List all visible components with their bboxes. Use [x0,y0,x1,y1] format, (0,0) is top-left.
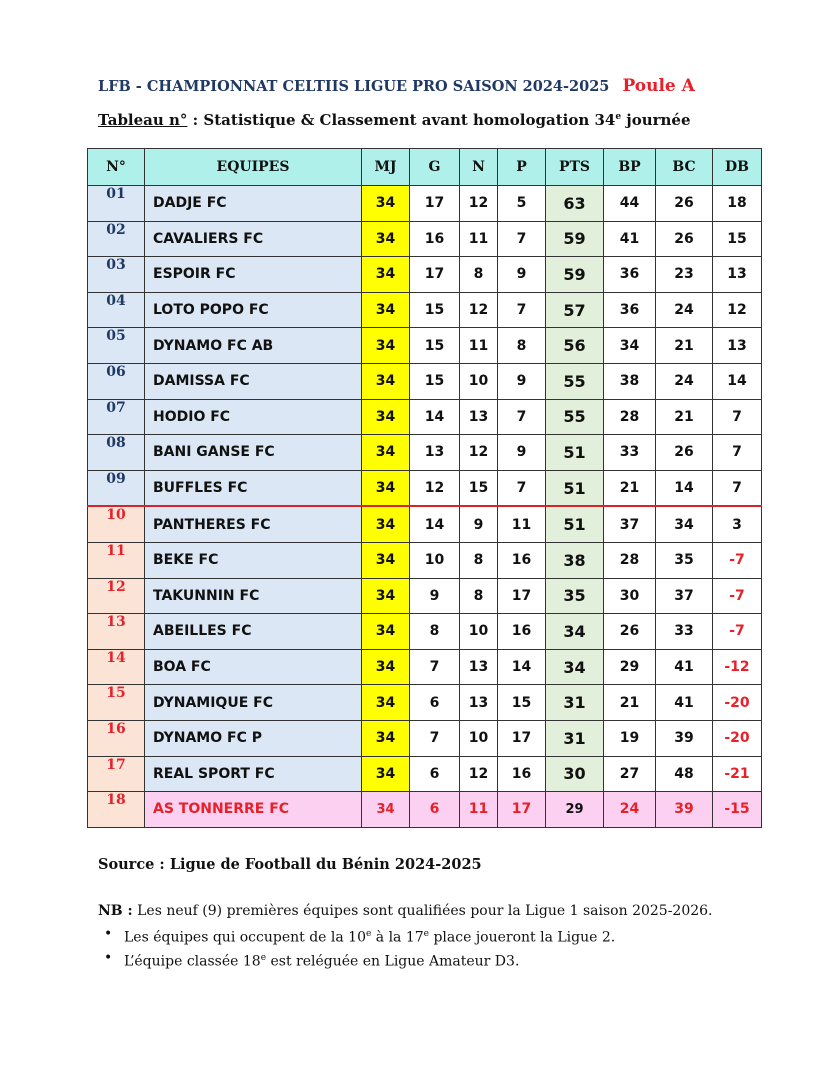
cell-g: 17 [410,257,460,293]
cell-n: 12 [460,756,498,792]
cell-bc: 26 [656,186,713,222]
cell-pts: 51 [546,506,604,542]
cell-p: 7 [498,470,546,506]
tableau-label: Tableau n° [98,111,188,129]
cell-rank: 16 [88,720,145,756]
cell-team: LOTO POPO FC [145,292,362,328]
table-subtitle [98,111,691,129]
cell-g: 6 [410,756,460,792]
cell-p: 5 [498,186,546,222]
subtitle-sup: e [615,112,622,122]
cell-mj: 34 [362,292,410,328]
cell-bc: 24 [656,292,713,328]
cell-bp: 38 [604,363,656,399]
cell-bp: 26 [604,614,656,650]
cell-g: 9 [410,578,460,614]
nb-bullet-2 [124,948,723,972]
nb-bullet-2-b: est reléguée en Ligue Amateur D3. [266,953,520,970]
cell-rank: 18 [88,792,145,828]
cell-db: 3 [713,506,762,542]
cell-pts: 63 [546,186,604,222]
cell-p: 7 [498,399,546,435]
cell-team: BOA FC [145,649,362,685]
cell-g: 10 [410,542,460,578]
header-team: EQUIPES [145,149,362,186]
cell-team: DAMISSA FC [145,363,362,399]
header-n: N [460,149,498,186]
cell-pts: 59 [546,257,604,293]
cell-rank: 15 [88,685,145,721]
nb-bullet-2-sup1: e [260,952,267,963]
cell-db: -21 [713,756,762,792]
table-row [88,470,762,506]
cell-db: 15 [713,221,762,257]
header-bp: BP [604,149,656,186]
cell-n: 8 [460,542,498,578]
cell-pts: 51 [546,435,604,471]
cell-p: 9 [498,435,546,471]
table-row [88,399,762,435]
cell-bp: 19 [604,720,656,756]
cell-p: 7 [498,221,546,257]
cell-db: 13 [713,328,762,364]
cell-rank: 11 [88,542,145,578]
cell-rank: 01 [88,186,145,222]
nb-bullet-1-sup1: e [366,929,372,939]
cell-mj: 34 [362,435,410,471]
cell-bp: 21 [604,685,656,721]
header-mj: MJ [362,149,410,186]
cell-team: DYNAMO FC AB [145,328,362,364]
cell-mj: 34 [362,578,410,614]
cell-pts: 55 [546,399,604,435]
table-row [88,186,762,222]
table-row [88,578,762,614]
cell-bp: 21 [604,470,656,506]
table-body [88,186,762,828]
cell-mj: 34 [362,720,410,756]
table-row [88,649,762,685]
subtitle-text: : Statistique & Classement avant homologation 34 [187,111,616,129]
cell-p: 9 [498,257,546,293]
cell-bc: 26 [656,221,713,257]
cell-bc: 39 [656,720,713,756]
cell-rank: 05 [88,328,145,364]
cell-mj: 34 [362,685,410,721]
table-row [88,614,762,650]
cell-n: 12 [460,435,498,471]
cell-mj: 34 [362,399,410,435]
header-g: G [410,149,460,186]
cell-bc: 48 [656,756,713,792]
source-note: Source : Ligue de Football du Bénin 2024-2025 [98,856,482,873]
cell-pts: 29 [546,792,604,828]
nb-text: Les neuf (9) premières équipes sont qualifiées pour la Ligue 1 saison 2025-2026. [132,903,713,919]
cell-p: 15 [498,685,546,721]
poule-label: Poule A [622,76,695,96]
cell-team: BUFFLES FC [145,470,362,506]
cell-g: 14 [410,506,460,542]
table-row [88,542,762,578]
nb-bullet-1 [124,924,723,948]
cell-mj: 34 [362,363,410,399]
cell-bc: 24 [656,363,713,399]
cell-pts: 56 [546,328,604,364]
cell-bp: 24 [604,792,656,828]
cell-bp: 27 [604,756,656,792]
cell-rank: 14 [88,649,145,685]
cell-mj: 34 [362,328,410,364]
cell-team: AS TONNERRE FC [145,792,362,828]
cell-bp: 28 [604,399,656,435]
cell-pts: 31 [546,685,604,721]
cell-mj: 34 [362,186,410,222]
cell-pts: 59 [546,221,604,257]
nb-bullet-1-b: à la 17 [371,929,424,946]
cell-mj: 34 [362,614,410,650]
cell-g: 7 [410,720,460,756]
standings-table [87,148,762,828]
header-rank: N° [88,149,145,186]
cell-bc: 41 [656,649,713,685]
cell-bc: 35 [656,542,713,578]
cell-db: -15 [713,792,762,828]
cell-mj: 34 [362,792,410,828]
cell-p: 16 [498,614,546,650]
cell-g: 14 [410,399,460,435]
cell-g: 16 [410,221,460,257]
table-row [88,792,762,828]
cell-bp: 34 [604,328,656,364]
cell-bp: 36 [604,257,656,293]
cell-g: 12 [410,470,460,506]
cell-p: 17 [498,792,546,828]
header-db: DB [713,149,762,186]
cell-n: 8 [460,578,498,614]
table-row [88,720,762,756]
cell-mj: 34 [362,649,410,685]
cell-team: ESPOIR FC [145,257,362,293]
cell-db: 7 [713,470,762,506]
cell-team: DYNAMO FC P [145,720,362,756]
cell-rank: 07 [88,399,145,435]
cell-team: CAVALIERS FC [145,221,362,257]
cell-team: REAL SPORT FC [145,756,362,792]
cell-n: 12 [460,292,498,328]
cell-bc: 21 [656,399,713,435]
cell-rank: 09 [88,470,145,506]
cell-bp: 37 [604,506,656,542]
cell-pts: 30 [546,756,604,792]
cell-db: 14 [713,363,762,399]
cell-n: 9 [460,506,498,542]
cell-bc: 33 [656,614,713,650]
cell-rank: 13 [88,614,145,650]
header-p: P [498,149,546,186]
cell-bc: 23 [656,257,713,293]
cell-bc: 41 [656,685,713,721]
cell-db: 7 [713,399,762,435]
cell-bc: 39 [656,792,713,828]
cell-bc: 34 [656,506,713,542]
cell-g: 17 [410,186,460,222]
cell-p: 11 [498,506,546,542]
cell-mj: 34 [362,756,410,792]
cell-db: -7 [713,578,762,614]
cell-bp: 44 [604,186,656,222]
cell-n: 11 [460,221,498,257]
cell-mj: 34 [362,257,410,293]
cell-n: 10 [460,363,498,399]
cell-pts: 38 [546,542,604,578]
cell-g: 15 [410,363,460,399]
cell-p: 9 [498,363,546,399]
cell-db: 7 [713,435,762,471]
cell-n: 13 [460,685,498,721]
cell-n: 13 [460,649,498,685]
cell-db: -20 [713,685,762,721]
table-row [88,363,762,399]
cell-n: 10 [460,720,498,756]
cell-pts: 55 [546,363,604,399]
cell-bp: 28 [604,542,656,578]
cell-team: HODIO FC [145,399,362,435]
cell-bp: 33 [604,435,656,471]
cell-mj: 34 [362,506,410,542]
table-row [88,506,762,542]
cell-rank: 12 [88,578,145,614]
table-row [88,292,762,328]
cell-g: 15 [410,328,460,364]
cell-db: -7 [713,614,762,650]
document-title [98,76,778,96]
cell-team: DADJE FC [145,186,362,222]
cell-p: 7 [498,292,546,328]
table-row [88,328,762,364]
cell-team: PANTHERES FC [145,506,362,542]
cell-g: 7 [410,649,460,685]
cell-p: 14 [498,649,546,685]
cell-pts: 31 [546,720,604,756]
cell-pts: 57 [546,292,604,328]
cell-bp: 41 [604,221,656,257]
cell-rank: 02 [88,221,145,257]
cell-n: 12 [460,186,498,222]
cell-g: 8 [410,614,460,650]
table-row [88,435,762,471]
cell-rank: 17 [88,756,145,792]
cell-db: -12 [713,649,762,685]
cell-n: 11 [460,792,498,828]
nb-label: NB : [98,903,133,919]
cell-g: 6 [410,792,460,828]
cell-n: 15 [460,470,498,506]
nb-bullet-1-sup2: e [423,929,429,939]
cell-pts: 51 [546,470,604,506]
header-bc: BC [656,149,713,186]
cell-db: -20 [713,720,762,756]
header-row [88,149,762,186]
table-row [88,756,762,792]
cell-bc: 37 [656,578,713,614]
cell-db: -7 [713,542,762,578]
cell-g: 15 [410,292,460,328]
cell-mj: 34 [362,542,410,578]
subtitle-tail: journée [621,111,691,129]
cell-g: 6 [410,685,460,721]
cell-p: 17 [498,578,546,614]
cell-pts: 35 [546,578,604,614]
nb-bullet-1-c: place joueront la Ligue 2. [429,929,616,946]
cell-pts: 34 [546,649,604,685]
cell-p: 16 [498,756,546,792]
title-text: LFB - CHAMPIONNAT CELTIIS LIGUE PRO SAISON 2024-2025 [98,78,610,95]
cell-n: 13 [460,399,498,435]
cell-bp: 30 [604,578,656,614]
cell-rank: 04 [88,292,145,328]
cell-rank: 10 [88,506,145,542]
table-row [88,221,762,257]
cell-p: 8 [498,328,546,364]
cell-g: 13 [410,435,460,471]
header-pts: PTS [546,149,604,186]
cell-db: 18 [713,186,762,222]
cell-p: 17 [498,720,546,756]
nb-bullet-1-a: Les équipes qui occupent de la 10 [124,929,366,946]
cell-rank: 03 [88,257,145,293]
cell-n: 8 [460,257,498,293]
cell-rank: 08 [88,435,145,471]
cell-bp: 29 [604,649,656,685]
cell-team: BEKE FC [145,542,362,578]
cell-bc: 26 [656,435,713,471]
cell-mj: 34 [362,470,410,506]
nb-list [98,924,723,971]
cell-rank: 06 [88,363,145,399]
cell-n: 10 [460,614,498,650]
cell-bp: 36 [604,292,656,328]
nb-note [98,901,723,971]
cell-bc: 21 [656,328,713,364]
cell-mj: 34 [362,221,410,257]
cell-pts: 34 [546,614,604,650]
cell-team: BANI GANSE FC [145,435,362,471]
cell-team: ABEILLES FC [145,614,362,650]
nb-bullet-2-a: L’équipe classée 18 [124,953,261,970]
cell-db: 12 [713,292,762,328]
cell-n: 11 [460,328,498,364]
table-row [88,685,762,721]
cell-team: TAKUNNIN FC [145,578,362,614]
table-row [88,257,762,293]
cell-team: DYNAMIQUE FC [145,685,362,721]
cell-bc: 14 [656,470,713,506]
cell-db: 13 [713,257,762,293]
cell-p: 16 [498,542,546,578]
